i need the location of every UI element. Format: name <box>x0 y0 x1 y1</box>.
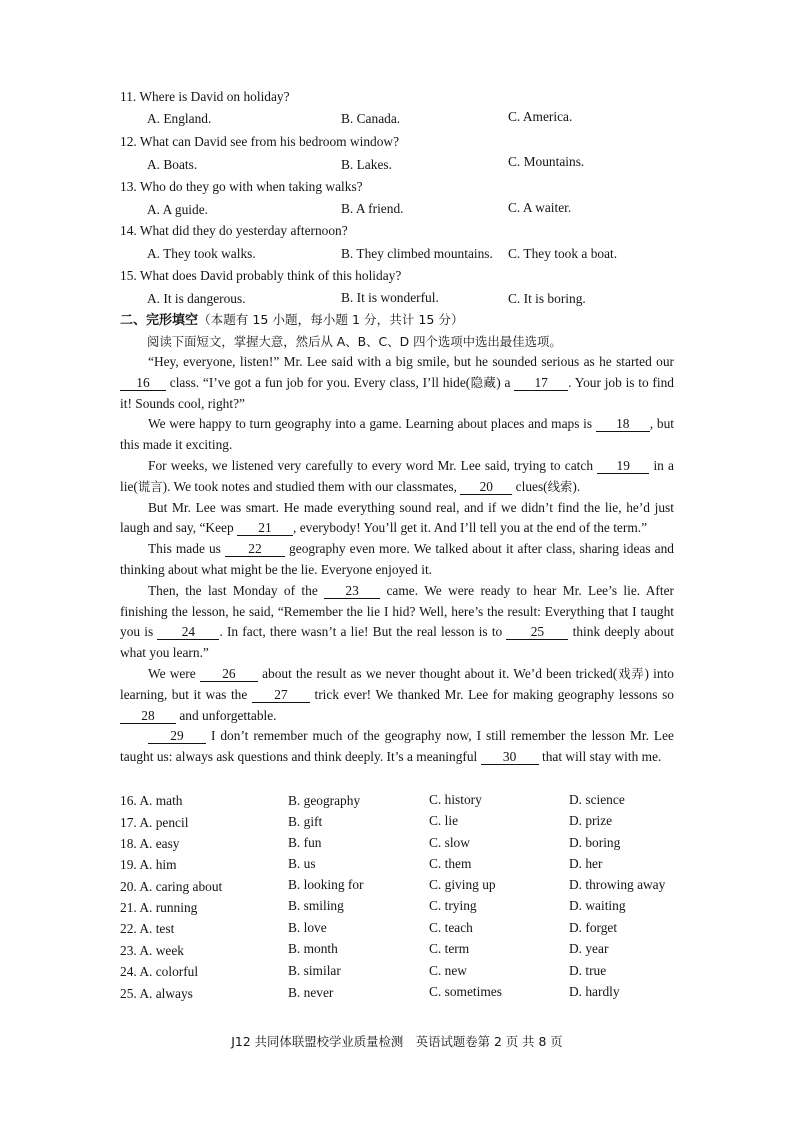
option-13b: B. A friend. <box>341 201 404 216</box>
question-14: 14. What did they do yesterday afternoon? <box>120 223 348 238</box>
cloze-passage <box>120 352 674 768</box>
option-15b: B. It is wonderful. <box>341 290 439 305</box>
option-14a: A. They took walks. <box>147 246 256 261</box>
blank-28: 28 <box>120 708 176 724</box>
blank-21: 21 <box>237 520 293 536</box>
section-scoring-note: （本题有 15 小题，每小题 1 分，共计 15 分） <box>198 312 464 327</box>
question-11: 11. Where is David on holiday? <box>120 89 290 104</box>
option-15a: A. It is dangerous. <box>147 291 246 306</box>
passage-paragraph: Then, the last Monday of the 23 came. We were ready to hear Mr. Lee’s lie. After finishing the lesson, he said, “Remember the lie I hid? Well, here’s the result: Everything that I taught you is 24 . In fact, there wasn’t a lie! But the real lesson is to 25 think deeply about what you learn.” <box>120 582 675 661</box>
blank-26: 26 <box>200 666 258 682</box>
option-11a: A. England. <box>147 111 212 126</box>
blank-24: 24 <box>157 624 219 640</box>
option-13a: A. A guide. <box>147 202 209 217</box>
blank-19: 19 <box>597 458 649 474</box>
passage-paragraph: We were 26 about the result as we never thought about it. We’d been tricked(戏弄) into learning, but it was the 27 trick ever! We thanked Mr. Lee for making geography lessons so 28 and unforgettable. <box>120 665 675 723</box>
blank-23: 23 <box>324 583 380 599</box>
option-15c: C. It is boring. <box>508 291 586 306</box>
blank-22: 22 <box>225 541 285 557</box>
passage-paragraph: This made us 22 geography even more. We talked about it after class, sharing ideas and thinking about what might be the lie. Everyone enjoyed it. <box>120 541 674 577</box>
question-13: 13. Who do they go with when taking walks? <box>120 179 363 194</box>
blank-17: 17 <box>514 375 568 391</box>
blank-25: 25 <box>506 624 568 640</box>
option-11c: C. America. <box>508 109 573 124</box>
passage-paragraph: But Mr. Lee was smart. He made everything sound real, and if we didn’t find the lie, he’d just laugh and say, “Keep 21 , everybody! You’ll get it. And I’ll tell you at the end of the term.” <box>120 499 674 536</box>
page-footer: J12 共同体联盟校学业质量检测 英语试题卷第 2 页 共 8 页 <box>231 1034 563 1049</box>
section-instruction: 阅读下面短文，掌握大意，然后从 A、B、C、D 四个选项中选出最佳选项。 <box>147 334 562 349</box>
section-title: 二、完形填空 <box>120 313 199 328</box>
option-12a: A. Boats. <box>147 157 198 172</box>
blank-18: 18 <box>596 416 650 432</box>
question-12: 12. What can David see from his bedroom window? <box>120 134 400 149</box>
passage-paragraph: “Hey, everyone, listen!” Mr. Lee said with a big smile, but he sounded serious as he started our 16 class. “I’ve got a fun job for you. Every class, I’ll hide(隐藏) a 17 . Your job is to find it! Sounds cool, right?” <box>120 354 675 411</box>
option-12b: B. Lakes. <box>341 157 392 172</box>
section-heading <box>120 311 464 330</box>
option-14b: B. They climbed mountains. <box>341 246 493 261</box>
question-15: 15. What does David probably think of this holiday? <box>120 268 402 283</box>
blank-29: 29 <box>148 728 206 744</box>
blank-27: 27 <box>252 687 310 703</box>
option-14c: C. They took a boat. <box>508 246 618 261</box>
option-12c: C. Mountains. <box>508 154 585 169</box>
passage-paragraph: 29 I don’t remember much of the geography now, I still remember the lesson Mr. Lee taught us: always ask questions and think deeply. It’s a meaningful 30 that will stay with me. <box>120 728 674 765</box>
blank-20: 20 <box>460 479 512 495</box>
blank-30: 30 <box>481 749 539 765</box>
option-13c: C. A waiter. <box>508 200 572 215</box>
passage-paragraph: For weeks, we listened very carefully to every word Mr. Lee said, trying to catch 19 in a lie(谎言). We took notes and studied them with our classmates, 20 clues(线索). <box>120 457 674 494</box>
option-11b: B. Canada. <box>341 111 401 126</box>
exam-page: 11. Where is David on holiday? A. England. B. Canada. C. America. 12. What can David see from his bedroom window? A. Boats. B. Lakes. C. Mountains. 13. Who do they go with when taking walks? A. A guide. B. A friend. C. A waiter. 14. What did they do yesterday afternoon? A. They took walks. B. They climbed mountains. C. They took a boat. 15. What does David probably think of this holiday? A. It is dangerous. B. It is wonderful. C. It is boring. 二、完形填空（本题有 15 小题，每小题 1 分，共计 15 分） 阅读下面短文，掌握大意，然后从 A、B、C、D 四个选项中选出最佳选项。 “Hey, everyone, listen!” Mr. Lee said with a big smile, but he sounded serious as he started our 16 class. “I’ve got a fun job for you. Every class, I’ll hide(隐藏) a 17 . Your job is to find it! Sounds cool, right?” We were happy to turn geography into a game. Learning about places and maps is 18 , but this made it exciting. For weeks, we listened very carefully to every word Mr. Lee said, trying to catch 19 in a lie(谎言). We took notes and studied them with our classmates, 20 clues(线索). But Mr. Lee was smart. He made everything sound real, and if we didn’t find the lie, he’d just laugh and say, “Keep 21 , everybody! You’ll get it. And I’ll tell you at the end of the term.” This made us 22 geography even more. We talked about it after class, sharing ideas and thinking about what might be the lie. Everyone enjoyed it. Then, the last Monday of the 23 came. We were ready to hear Mr. Lee’s lie. After finishing the lesson, he said, “Remember the lie I hid? Well, here’s the result: Everything that I taught you is 24 . In fact, there wasn’t a lie! But the real lesson is to 25 think deeply about what you learn.” We were 26 about the result as we never thought about it. We’d been tricked(戏弄) into learning, but it was the 27 trick ever! We thanked Mr. Lee for making geography lessons so 28 and unforgettable. 29 I don’t remember much of the geography now, I still remember the lesson Mr. Lee taught us: always ask questions and think deeply. It’s a meaningful 30 that will stay with me. 16. A. math B. geography C. history D. science 17. A. pencil B. gift C. lie D. prize 18. A. easy B. fun C. slow D. boring 19. A. him B. us C. them D. her 20. A. caring about B. looking for C. giving up D. throwing away 21. A. running B. smiling C. trying D. waiting 22. A. test B. love C. teach D. forget 23. A. week B. month C. term D. year 24. A. colorful B. similar C. new D. true 25. A. always B. never C. sometimes D. hardly J12 共同体联盟校学业质量检测 英语试题卷第 2 页 共 8 页 <box>0 0 794 1123</box>
blank-16: 16 <box>120 375 166 391</box>
passage-paragraph: We were happy to turn geography into a game. Learning about places and maps is 18 , but this made it exciting. <box>120 416 674 453</box>
